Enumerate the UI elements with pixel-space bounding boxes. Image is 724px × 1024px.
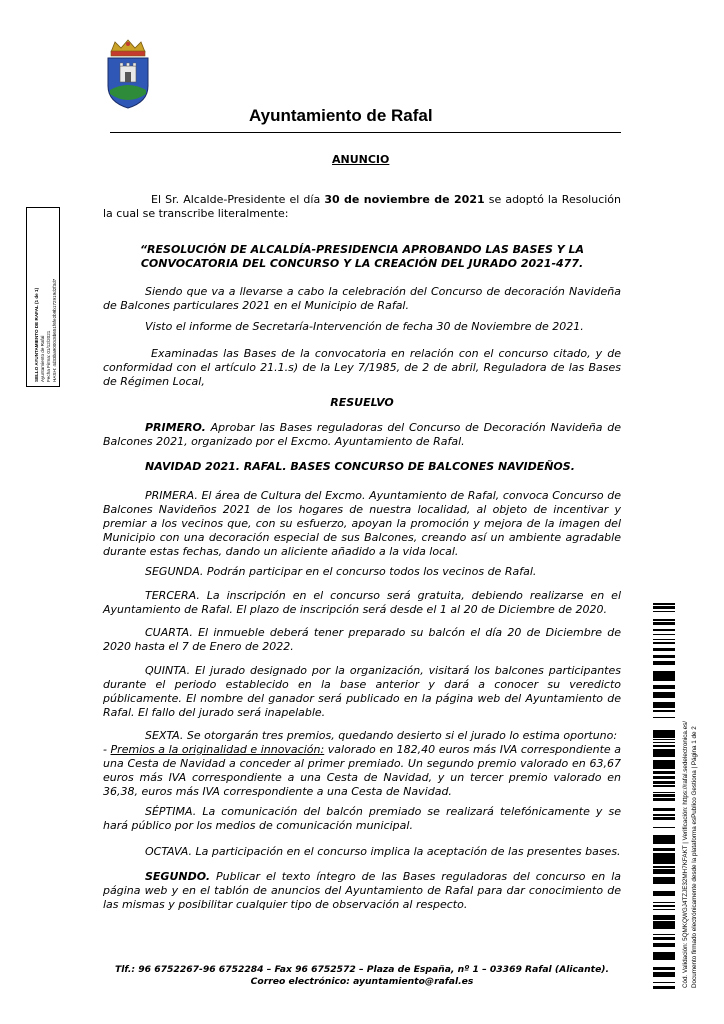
primero-label: PRIMERO. [145, 421, 206, 434]
barcode-bar [653, 861, 675, 864]
barcode-bar [653, 848, 675, 849]
barcode-bar [653, 945, 675, 947]
intro-text-end: se adoptó la Resolución la cual se transcribe literalmente: [103, 193, 622, 220]
barcode-bar [653, 765, 675, 767]
document-heading: ANUNCIO [332, 153, 390, 166]
barcode-bar [653, 976, 675, 977]
barcode-bar [653, 745, 675, 747]
primero-paragraph [103, 421, 621, 449]
barcode-bar [653, 678, 675, 681]
barcode-bar [653, 882, 675, 884]
barcode-bar [653, 750, 675, 752]
barcode-bar [653, 702, 675, 705]
barcode-bar [653, 648, 675, 651]
barcode-bar [653, 921, 675, 924]
barcode-bar [653, 967, 675, 969]
barcode-bar [653, 860, 675, 861]
barcode-bar [653, 849, 675, 851]
barcode-bar [653, 693, 675, 695]
barcode-bar [653, 859, 675, 860]
barcode-bar [653, 760, 675, 762]
barcode-bar [653, 927, 675, 929]
barcode-bar [653, 639, 675, 640]
barcode-bar [653, 955, 675, 958]
barcode-bar [653, 762, 675, 765]
barcode-bar [653, 893, 675, 896]
barcode-bar [653, 814, 675, 816]
barcode-bar [653, 606, 675, 608]
barcode-bar [653, 692, 675, 693]
barcode-bar [653, 767, 675, 769]
barcode-bar [653, 953, 675, 955]
barcode-bar [653, 872, 675, 874]
barcode-bar [653, 749, 675, 750]
barcode-bar [653, 642, 675, 643]
barcode-bar [653, 835, 675, 838]
barcode-bar [653, 794, 675, 797]
barcode-bar [653, 975, 675, 976]
barcode-bar [653, 771, 675, 774]
barcode-bar [653, 655, 675, 658]
barcode-bar [653, 755, 675, 757]
barcode-bar [653, 987, 675, 989]
footer-contact: Tlf.: 96 6752267-96 6752284 – Fax 96 6752572 – Plaza de España, nº 1 – 03369 Rafal (Alicante). Correo electrónico: ayuntamiento@rafal.es [115, 964, 609, 987]
base-septima: SÉPTIMA. La comunicación del balcón premiado se realizará telefónicamente y se hará público por los medios de comunicación municipal. [103, 805, 621, 832]
base-sexta [103, 729, 621, 799]
barcode-bar [653, 799, 675, 800]
base-quinta: QUINTA. El jurado designado por la organización, visitará los balcones participantes durante el periodo establecido en la base anterior y dará a conocer su veredicto públicamente. El nombre del ganador será publicado en la página web del Ayuntamiento de Rafal. El fallo del jurado será inapelable. [103, 664, 621, 719]
base-sexta-dash: - [103, 743, 111, 756]
base-sexta-intro: SEXTA. Se otorgarán tres premios, quedando desierto si el jurado lo estima oportuno: [145, 729, 618, 742]
barcode-bar [653, 634, 675, 635]
barcode-bar [653, 934, 675, 935]
barcode-bar [653, 818, 675, 820]
base-cuarta: CUARTA. El inmueble deberá tener preparado su balcón el día 20 de Diciembre de 2020 hasta el 7 de Enero de 2022. [103, 626, 621, 653]
barcode-bar [653, 697, 675, 698]
barcode-bar [653, 752, 675, 755]
stamp-line-1: SELLO AYUNTAMIENTO DE RAFAL (1 de 1) [34, 287, 39, 382]
barcode-bar [653, 685, 675, 688]
barcode-bar [653, 643, 675, 644]
barcode-bar [653, 717, 675, 718]
barcode-bar [653, 695, 675, 697]
verification-line-1: Cód. Validación: 5QMKQWGJ4TZJE32MH7KFAKT | Verificación: https://rafal.sedelectronica.es/ [682, 720, 689, 988]
barcode-bar [653, 688, 675, 689]
barcode-bar [653, 710, 675, 712]
base-sexta-underlined: Premios a la originalidad e innovación: [110, 743, 325, 756]
paragraph-siendo: Siendo que va a llevarse a cabo la celebración del Concurso de decoración Navideña de Balcones particulares 2021 en el Municipio de Rafal. [103, 285, 621, 312]
barcode-bar [653, 785, 675, 787]
barcode-bar [653, 877, 675, 879]
barcode-bar [653, 671, 675, 672]
barcode-bar [653, 972, 675, 975]
barcode-bar [653, 943, 675, 945]
barcode-bar [653, 776, 675, 779]
header-rule [110, 132, 621, 133]
barcode-bar [653, 705, 675, 707]
barcode-bar [653, 891, 675, 893]
segundo-paragraph [103, 870, 621, 912]
barcode-bar [653, 798, 675, 799]
barcode-bar [653, 707, 675, 708]
base-tercera: TERCERA. La inscripción en el concurso será gratuita, debiendo realizarse en el Ayuntamiento de Rafal. El plazo de inscripción será desde el 1 al 20 de Diciembre de 2020. [103, 589, 621, 616]
barcode-bar [653, 672, 675, 675]
stamp-line-4: HASH: 4d33ba9000c8b651f6fe2b9b172919d2f3d7 [52, 278, 57, 382]
barcode-bar [653, 952, 675, 953]
barcode-bar [653, 619, 675, 621]
barcode-bar [653, 986, 675, 987]
verification-line-2: Documento firmado electrónicamente desde la plataforma esPublico Gestiona | Página 1 de 2 [690, 726, 698, 988]
barcode-bar [653, 917, 675, 920]
barcode-bar [653, 869, 675, 872]
barcode-bar [653, 608, 675, 609]
segundo-text: Publicar el texto íntegro de las Bases reguladoras del concurso en la página web y en el tablón de anuncios del Ayuntamiento de Rafal para dar conocimiento de las mismas y posibilitar cualquier tipo de observación al respecto. [103, 870, 621, 911]
barcode-bar [653, 915, 675, 917]
barcode-bar [653, 611, 675, 612]
intro-paragraph [103, 193, 621, 221]
base-octava: OCTAVA. La participación en el concurso implica la aceptación de las presentes bases. [145, 845, 621, 858]
barcode-bar [653, 866, 675, 868]
organization-title: Ayuntamiento de Rafal [249, 106, 433, 125]
barcode-bar [653, 781, 675, 784]
barcode-bar [653, 838, 675, 839]
barcode-bar [653, 969, 675, 970]
barcode-bar [653, 742, 675, 743]
stamp-line-2: Ayuntamiento de Rafal [40, 335, 45, 382]
base-segunda: SEGUNDA. Podrán participar en el concurso todos los vecinos de Rafal. [145, 565, 537, 578]
verification-text [682, 721, 699, 988]
barcode-bar [653, 817, 675, 818]
barcode-bar [653, 856, 675, 859]
barcode-bar [653, 661, 675, 663]
barcode-bar [653, 622, 675, 625]
intro-date: 30 de noviembre de 2021 [324, 193, 485, 206]
paragraph-examinadas: Examinadas las Bases de la convocatoria en relación con el concurso citado, y de conformidad con el artículo 21.1.s) de la Ley 7/1985, de 2 de abril, Reguladora de las Bases de Régimen Local, [103, 347, 621, 388]
barcode-bar [653, 853, 675, 856]
coat-of-arms-logo [103, 38, 153, 110]
barcode-bar [653, 739, 675, 740]
barcode-bar [653, 735, 675, 738]
primero-text: Aprobar las Bases reguladoras del Concurso de Decoración Navideña de Balcones 2021, organizado por el Excmo. Ayuntamiento de Rafal. [103, 421, 621, 448]
barcode-bar [653, 839, 675, 842]
barcode-bar [653, 730, 675, 731]
barcode-bar [653, 603, 675, 605]
resuelvo-heading: RESUELVO [330, 396, 394, 409]
barcode-bar [653, 937, 675, 940]
barcode-bar [653, 982, 675, 983]
barcode-bar [653, 792, 675, 793]
base-sexta-rest: valorado en 182,40 euros más IVA correspondiente a una Cesta de Navidad a conceder al primer premiado. Un segundo premio valorado en 63,67 euros más IVA correspondiente a una Cesta de Navidad, y un tercer premio valorado en 36,38, euros más IVA correspondiente a una Cesta de Navidad. [103, 743, 622, 798]
barcode-bar [653, 675, 675, 678]
resolution-title: “RESOLUCIÓN DE ALCALDÍA-PRESIDENCIA APROBANDO LAS BASES Y LA CONVOCATORIA DEL CONCURSO Y LA CREACIÓN DEL JURADO 2021-477. [139, 243, 585, 270]
stamp-line-3: Fecha Firma: 01/12/2021 [46, 330, 51, 382]
barcode-bar [653, 827, 675, 828]
barcode-bar [653, 842, 675, 844]
segundo-label: SEGUNDO. [145, 870, 211, 883]
barcode-bar [653, 909, 675, 910]
barcode-bar [653, 958, 675, 960]
barcode-bar [653, 905, 675, 907]
paragraph-visto: Visto el informe de Secretaría-Intervención de fecha 30 de Noviembre de 2021. [145, 320, 584, 333]
barcode-bar [653, 629, 675, 631]
barcode-bar [653, 663, 675, 665]
barcode-bar [653, 902, 675, 903]
base-primera: PRIMERA. El área de Cultura del Excmo. Ayuntamiento de Rafal, convoca Concurso de Balcones Navideños 2021 de los hogares de nuestra localidad, al objeto de incentivar y premiar a los vecinos que, con su esfuerzo, apoyan la promoción y mejora de la imagen del Municipio con una decoración especial de sus Balcones, creando así un ambiente agradable durante estas fechas, dando un aliciente añadido a la vida local. [103, 489, 621, 558]
barcode-bar [653, 800, 675, 801]
barcode-bar [653, 731, 675, 733]
barcode-bar [653, 733, 675, 735]
barcode-bar [653, 879, 675, 882]
validation-barcode [653, 603, 675, 989]
barcode-bar [653, 924, 675, 927]
barcode-bar [653, 808, 675, 811]
bases-title: NAVIDAD 2021. RAFAL. BASES CONCURSO DE BALCONES NAVIDEÑOS. [145, 460, 575, 473]
intro-text-start: El Sr. Alcalde-Presidente el día [151, 193, 325, 206]
signature-stamp-text [34, 279, 58, 382]
